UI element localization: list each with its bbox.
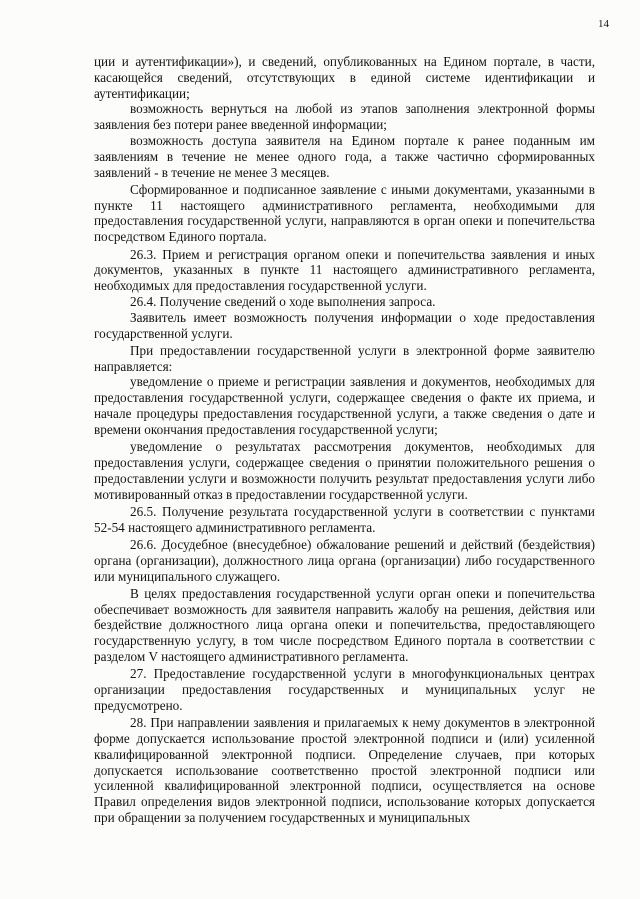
paragraph-11: 26.5. Получение результата государственной услуги в соответствии с пунктами 52-54 настоящего административного регламента.	[94, 503, 595, 535]
paragraph-8: При предоставлении государственной услуги в электронной форме заявителю направляется:	[94, 342, 595, 374]
paragraph-14: 27. Предоставление государственной услуги в многофункциональных центрах организации предоставления государственных и муниципальных услуг не предусмотрено.	[94, 666, 595, 713]
paragraph-15: 28. При направлении заявления и прилагаемых к нему документов в электронной форме допускается использование простой электронной подписи и (или) усиленной квалифицированной электронной подписи. Определение случаев, при которых допускается использование соответственно простой электронной подписи или усиленной квалифицированной электронной подписи, осуществляется на основе Правил определения видов электронной подписи, использование которых допускается при обращении за получением государственных и муниципальных	[94, 715, 595, 825]
paragraph-6: 26.4. Получение сведений о ходе выполнения запроса.	[130, 293, 436, 309]
page-number: 14	[598, 18, 609, 30]
paragraph-9: уведомление о приеме и регистрации заявления и документов, необходимых для предоставления государственной услуги, содержащее сведения о факте их приема, и начале процедуры предоставления государственной услуги, а также сведения о дате и времени окончания предоставления государственной услуги;	[94, 374, 595, 437]
paragraph-10: уведомление о результатах рассмотрения документов, необходимых для предоставления услуги, содержащее сведения о принятии положительного решения о предоставлении услуги и возможности получить результат предоставления услуги либо мотивированный отказ в предоставлении государственной услуги.	[94, 439, 595, 502]
paragraph-3: возможность доступа заявителя на Едином портале к ранее поданным им заявлениям в течение не менее одного года, а также частично сформированных заявлений - в течение не менее 3 месяцев.	[94, 132, 595, 180]
paragraph-1: ции и аутентификации»), и сведений, опубликованных на Едином портале, в части, касающейся сведений, отсутствующих в единой системе идентификации и аутентификации;	[94, 54, 595, 101]
paragraph-12: 26.6. Досудебное (внесудебное) обжалование решений и действий (бездействия) органа (организации), должностного лица органа (организации) либо государственного или муниципального служащего.	[94, 536, 595, 584]
paragraph-7: Заявитель имеет возможность получения информации о ходе предоставления государственной услуги.	[94, 309, 595, 341]
document-body	[94, 54, 595, 826]
paragraph-2: возможность вернуться на любой из этапов заполнения электронной формы заявления без потери ранее введенной информации;	[94, 101, 595, 133]
paragraph-4: Сформированное и подписанное заявление с иными документами, указанными в пункте 11 настоящего административного регламента, необходимыми для предоставления государственной услуги, направляются в орган опеки и попечительства посредством Единого портала.	[94, 181, 595, 245]
paragraph-5: 26.3. Прием и регистрация органом опеки и попечительства заявления и иных документов, указанных в пункте 11 настоящего административного регламента, необходимых для предоставления государственной услуги.	[94, 246, 595, 294]
paragraph-13: В целях предоставления государственной услуги орган опеки и попечительства обеспечивает возможность для заявителя направить жалобу на решения, действия или бездействие должностного лица органа опеки и попечительства, предоставляющего государственную услугу, в том числе посредством Единого портала в соответствии с разделом V настоящего административного регламента.	[94, 585, 595, 664]
